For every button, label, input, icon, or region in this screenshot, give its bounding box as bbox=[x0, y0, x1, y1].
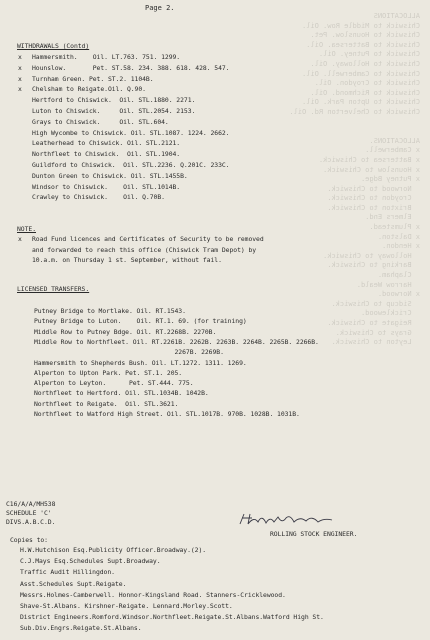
transfer-row bbox=[20, 389, 209, 397]
cross-mark: x bbox=[18, 74, 22, 83]
note-line bbox=[18, 235, 264, 243]
withdrawal-row bbox=[18, 139, 180, 147]
transfer-row bbox=[20, 317, 247, 325]
transfer-row-text: 2267B. 2269B. bbox=[34, 348, 224, 357]
withdrawal-row bbox=[18, 129, 229, 137]
transfer-row-text: Alperton to Leyton. Pet. ST.444. 775. bbox=[34, 379, 194, 388]
copy-recipient: Traffic Audit Hillingdon. bbox=[20, 568, 115, 577]
transfer-row bbox=[20, 348, 224, 356]
schedule-label: SCHEDULE 'C' bbox=[6, 509, 52, 517]
handwritten-signature bbox=[238, 511, 338, 525]
transfer-row bbox=[20, 400, 178, 408]
withdrawal-row bbox=[18, 64, 229, 72]
signatory-title: ROLLING STOCK ENGINEER. bbox=[270, 530, 358, 538]
copy-recipient: Asst.Schedules Supt.Reigate. bbox=[20, 579, 127, 588]
cross-mark: x bbox=[18, 53, 22, 61]
note-line-text: Road Fund licences and Certificates of Security to be removed bbox=[32, 235, 264, 243]
withdrawal-row-text: Windsor to Chiswick. Oil. STL.1014B. bbox=[32, 182, 181, 191]
withdrawal-row bbox=[18, 118, 169, 126]
withdrawal-row-text: Turnham Green. Pet. ST.2. 1104B. bbox=[32, 74, 154, 83]
cross-mark: x bbox=[18, 85, 22, 94]
transfer-row-text: Northfleet to Watford High Street. Oil. STL.1017B. 970B. 1028B. 1031B. bbox=[34, 410, 300, 418]
withdrawal-row bbox=[18, 161, 229, 169]
transfer-row-text: Putney Bridge to Luton. Oil. RT.1. 69. (for training) bbox=[34, 317, 247, 326]
withdrawal-row bbox=[18, 75, 154, 83]
transfer-row bbox=[20, 410, 300, 418]
withdrawal-row bbox=[18, 85, 146, 93]
transfer-row bbox=[20, 369, 182, 377]
transfer-row bbox=[20, 328, 216, 336]
withdrawal-row-text: Grays to Chiswick. Oil. STL.604. bbox=[32, 117, 169, 126]
divisions-label: DIVS.A.B.C.D. bbox=[6, 518, 56, 526]
withdrawal-row-text: Hounslow. Pet. ST.58. 234. 388. 618. 428. 547. bbox=[32, 63, 230, 72]
withdrawal-row bbox=[18, 150, 180, 158]
withdrawal-row-text: Northfleet to Chiswick. Oil. STL.1904. bbox=[32, 150, 181, 159]
withdrawal-row-text: High Wycombe to Chiswick. Oil. STL.1087. 1224. 2662. bbox=[32, 128, 230, 137]
show-through-text: ALLOCATIONS Chiswick to Middle Row. Oil. Chiswick to Hounslow. Pet. Chiswick to Battersea. Oil. Chiswick to Putney. Oil. Chiswick to Holloway. Oil. Chiswick to Camberwell. Oil. Chiswick to Croydon. Oil. Chiswick to Richmond. Oil. Chiswick to Upton Park. Oil. Chiswick to Chelverton Rd. Oil. ALLOCATIONS. x Camberwell. x Battersea to Chiswick. x Hounslow to Chiswick. x Putney Bdge. Norwood to Chiswick. Croydon to Chiswick. Brixton to Chiswick. Elmers End. x Plumstead. x Dalston. x Hendon. Holloway to Chiswick. Barking to Chiswick. Clapham. Harrow Weald. x Norwood. Sidcup to Chiswick. Cricklewood. Reigate to Chiswick. Grays to Chiswick. Leyton to Chiswick. bbox=[289, 12, 420, 347]
copies-label: Copies to: bbox=[10, 536, 48, 544]
withdrawal-row bbox=[18, 107, 195, 115]
withdrawal-row-text: Leatherhead to Chiswick. Oil. STL.2121. bbox=[32, 139, 181, 148]
withdrawal-row-text: Guildford to Chiswick. Oil. STL.2236. Q.201C. 233C. bbox=[32, 161, 230, 169]
withdrawal-row-text: Hammersmith. Oil. LT.763. 751. 1299. bbox=[32, 53, 181, 61]
copy-recipient: Messrs.Holmes-Camberwell. Honnor-Kingsland Road. Stanners-Cricklewood. bbox=[20, 590, 286, 599]
transfer-row-text: Middle Row to Putney Bdge. Oil. RT.2268B. 2270B. bbox=[34, 327, 217, 336]
cross-mark: x bbox=[18, 235, 22, 243]
note-heading: NOTE. bbox=[17, 225, 36, 233]
transfer-row bbox=[20, 307, 186, 315]
transfer-row-text: Middle Row to Northfleet. Oil. RT.2261B. 2262B. 2263B. 2264B. 2265B. 2266B. bbox=[34, 337, 319, 346]
reference-number: C16/A/A/MH538 bbox=[6, 500, 56, 508]
withdrawal-row bbox=[18, 183, 180, 191]
page-number: Page 2. bbox=[145, 4, 175, 12]
transfer-row bbox=[20, 359, 247, 367]
withdrawal-row bbox=[18, 172, 188, 180]
copy-recipient: Shave-St.Albans. Kirshner-Reigate. Lennard.Morley.Scott. bbox=[20, 602, 233, 610]
copy-recipient: District Engineers.Romford.Windsor.Northfleet.Reigate.St.Albans.Watford High St. bbox=[20, 613, 324, 622]
cross-mark: x bbox=[18, 63, 22, 72]
transfer-row-text: Northfleet to Hertford. Oil. STL.1034B. 1042B. bbox=[34, 389, 209, 398]
note-line-text: 10.a.m. on Thursday 1 st. September, without fail. bbox=[32, 256, 222, 264]
note-line bbox=[18, 246, 256, 254]
withdrawal-row-text: Hertford to Chiswick. Oil. STL.1880. 2271. bbox=[32, 96, 196, 105]
withdrawals-heading: WITHDRAWALS (Contd) bbox=[17, 42, 90, 50]
transfer-row-text: Putney Bridge to Mortlake. Oil. RT.1543. bbox=[34, 307, 186, 315]
transfer-row bbox=[20, 379, 194, 387]
note-line-text: and forwarded to reach this office (Chiswick Tram Depot) by bbox=[32, 245, 257, 254]
copy-recipient: C.J.Mays Esq.Schedules Supt.Broadway. bbox=[20, 557, 161, 566]
withdrawal-row-text: Luton to Chiswick. Oil. STL.2054. 2153. bbox=[32, 107, 196, 115]
withdrawal-row bbox=[18, 96, 195, 104]
transfer-row-text: Northfleet to Reigate. Oil. STL.3621. bbox=[34, 399, 179, 408]
transfers-heading: LICENSED TRANSFERS. bbox=[17, 285, 90, 293]
note-line bbox=[18, 256, 222, 264]
signature-drawing bbox=[238, 512, 338, 526]
withdrawal-row bbox=[18, 53, 180, 61]
transfer-row bbox=[20, 338, 319, 346]
transfer-row-text: Alperton to Upton Park. Pet. ST.1. 205. bbox=[34, 368, 183, 377]
copy-recipient: Sub.Div.Engrs.Reigate.St.Albans. bbox=[20, 624, 142, 633]
withdrawal-row bbox=[18, 193, 165, 201]
withdrawal-row-text: Dunton Green to Chiswick. Oil. STL.1455B. bbox=[32, 171, 188, 180]
copy-recipient: H.W.Hutchison Esq.Publicity Officer.Broadway.(2). bbox=[20, 546, 207, 554]
withdrawal-row-text: Crawley to Chiswick. Oil. Q.70B. bbox=[32, 193, 165, 202]
withdrawal-row-text: Chelsham to Reigate.Oil. Q.90. bbox=[32, 85, 146, 94]
transfer-row-text: Hammersmith to Shepherds Bush. Oil. LT.1272. 1311. 1269. bbox=[34, 358, 247, 367]
